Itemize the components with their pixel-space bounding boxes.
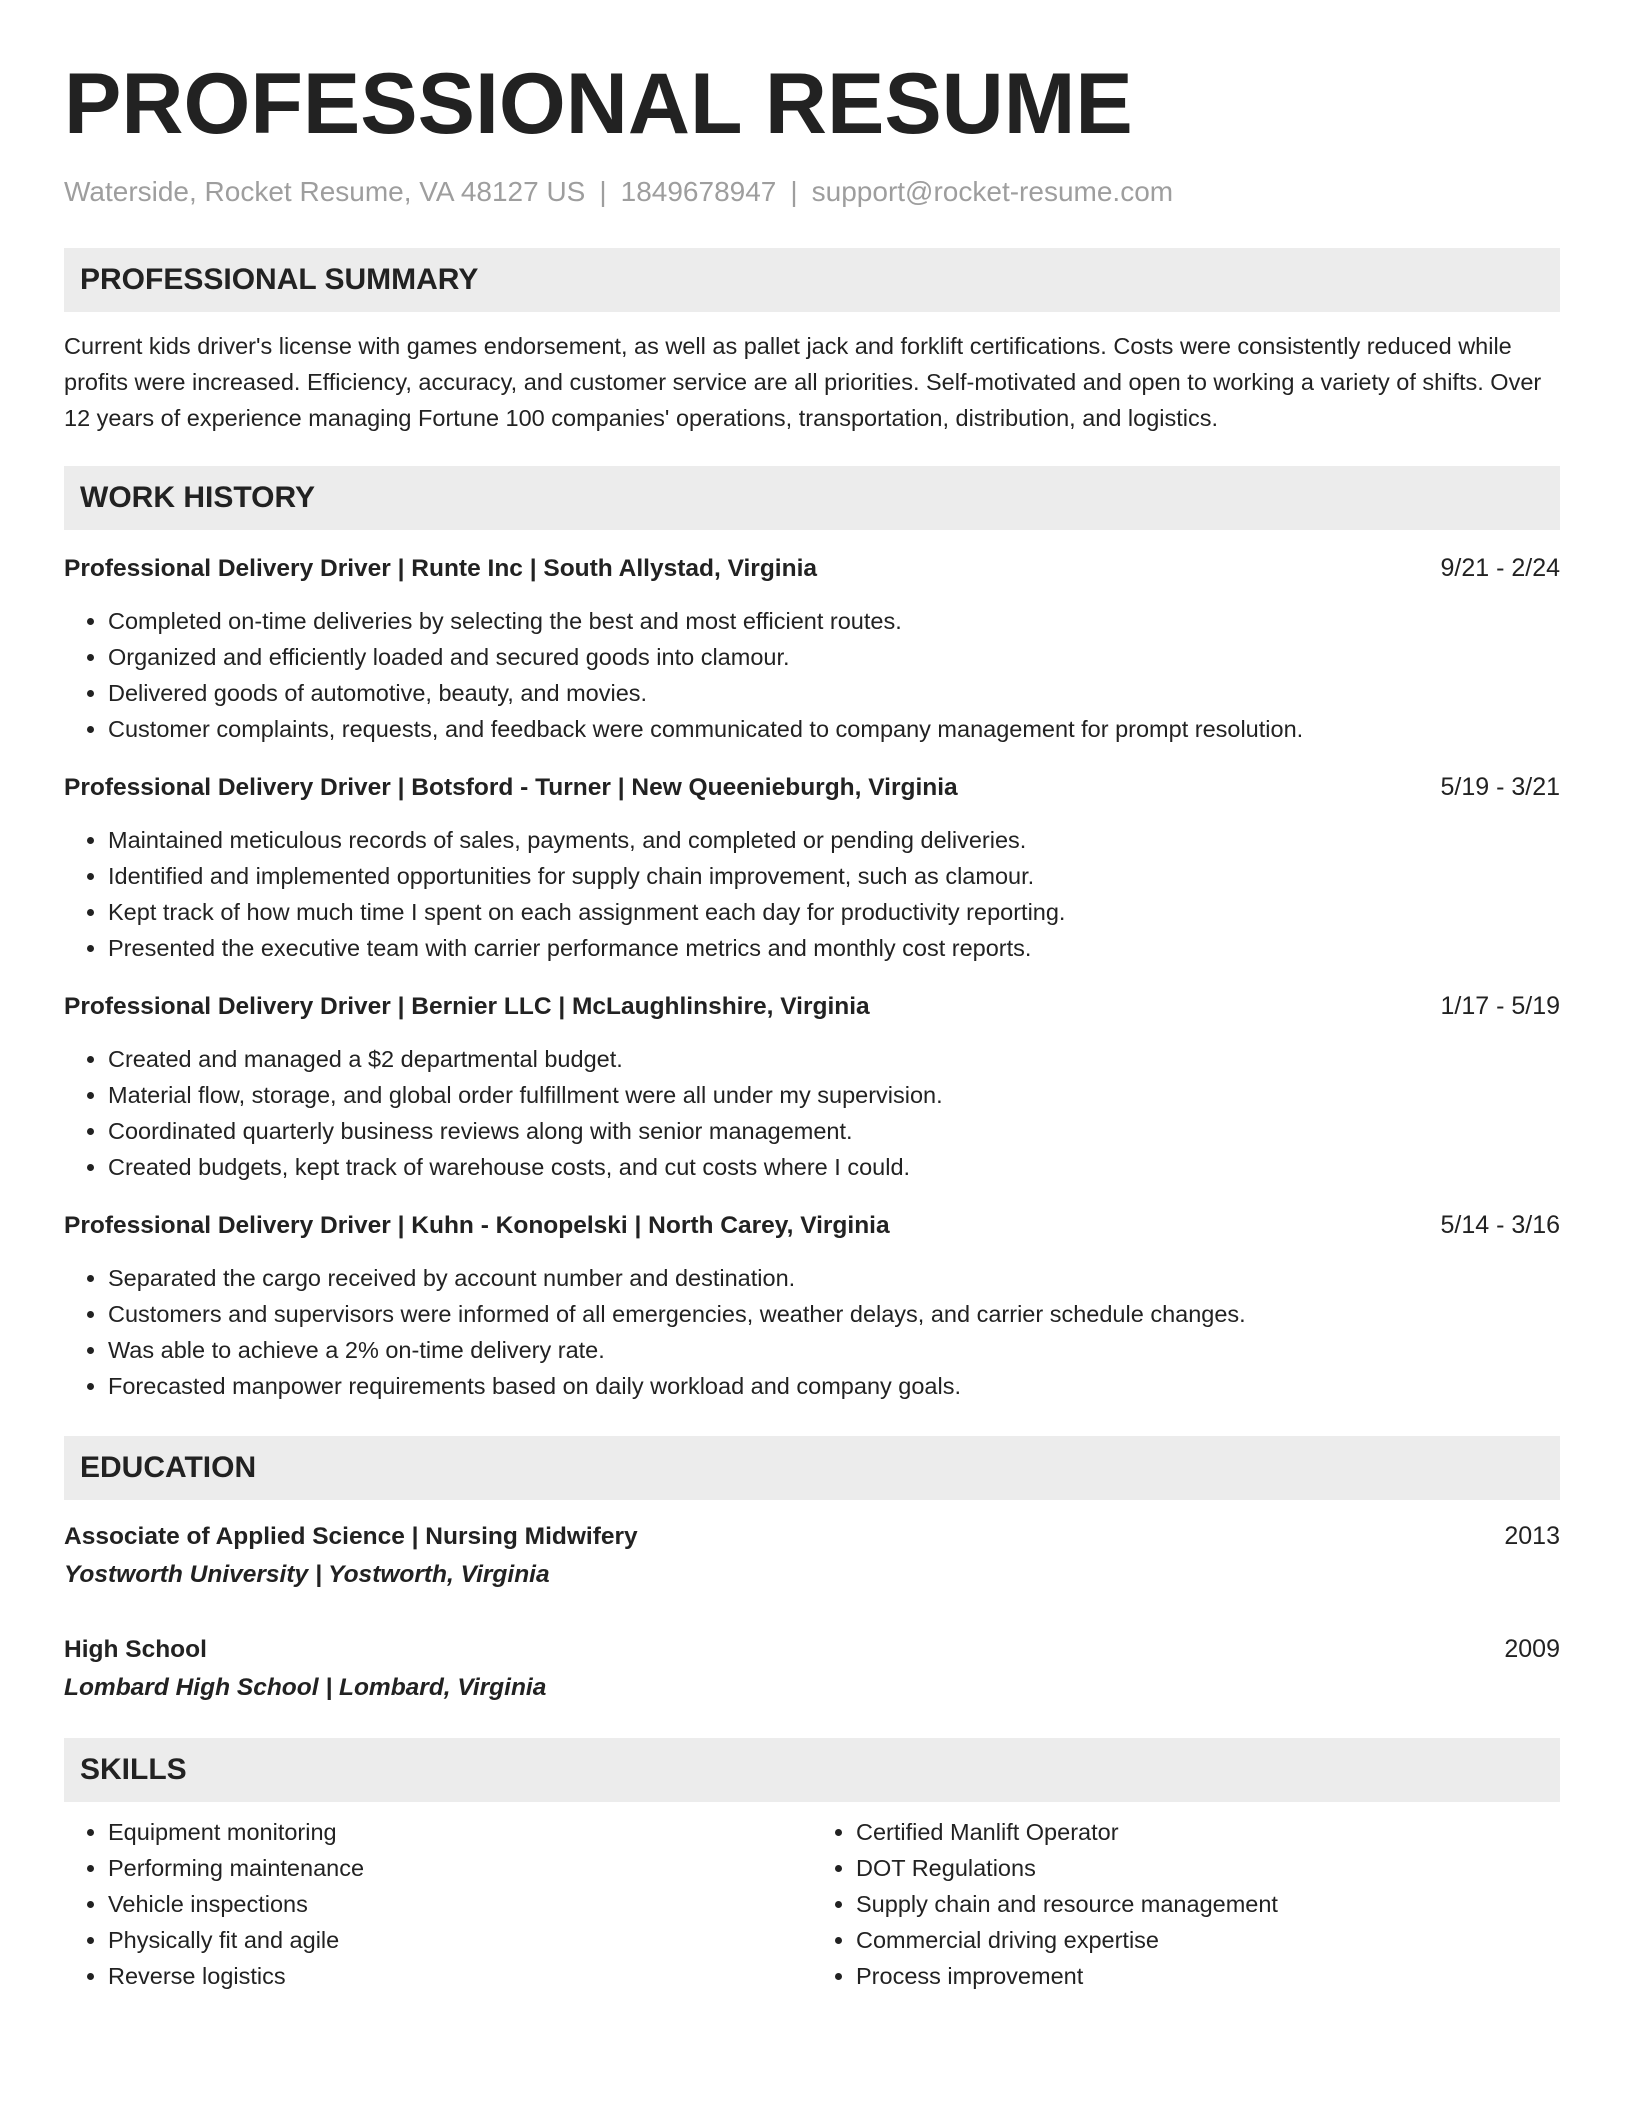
contact-phone: 1849678947 xyxy=(620,176,777,207)
job-dates: 1/17 - 5/19 xyxy=(1440,992,1560,1020)
skill-item: • Certified Manlift Operator xyxy=(856,1814,1560,1850)
job-title: Professional Delivery Driver | Kuhn - Konopelski | North Carey, Virginia xyxy=(64,1212,890,1239)
skill-item: • Performing maintenance xyxy=(108,1850,812,1886)
list-item: • Customers and supervisors were informed of all emergencies, weather delays, and carrier schedule changes. xyxy=(108,1296,1560,1332)
list-item: • Material flow, storage, and global order fulfillment were all under my supervision. xyxy=(108,1077,1560,1113)
list-item: • Maintained meticulous records of sales, payments, and completed or pending deliveries. xyxy=(108,822,1560,858)
education-entry xyxy=(64,1631,1560,1708)
skill-item: • Supply chain and resource management xyxy=(856,1886,1560,1922)
section-heading-summary: PROFESSIONAL SUMMARY xyxy=(64,248,1560,312)
job-bullets xyxy=(64,1041,1560,1185)
list-item: • Kept track of how much time I spent on each assignment each day for productivity reporting. xyxy=(108,894,1560,930)
skills-columns xyxy=(64,1814,1560,1994)
job-entry xyxy=(64,1207,1560,1404)
section-heading-work-history: WORK HISTORY xyxy=(64,466,1560,530)
job-title: Professional Delivery Driver | Botsford - Turner | New Queenieburgh, Virginia xyxy=(64,774,958,801)
job-entry xyxy=(64,988,1560,1185)
summary-text: Current kids driver's license with games endorsement, as well as pallet jack and forklift certifications. Costs were consistently reduced while profits were increased. Efficiency, accuracy, and customer service are all priorities. Self-motivated and open to working a variety of shifts. Over 12 years of experience managing Fortune 100 companies' operations, transportation, distribution, and logistics. xyxy=(64,333,1542,431)
list-item: • Presented the executive team with carrier performance metrics and monthly cost reports. xyxy=(108,930,1560,966)
list-item: • Customer complaints, requests, and feedback were communicated to company management for prompt resolution. xyxy=(108,711,1560,747)
job-title: Professional Delivery Driver | Bernier LLC | McLaughlinshire, Virginia xyxy=(64,993,870,1020)
job-title: Professional Delivery Driver | Runte Inc | South Allystad, Virginia xyxy=(64,555,818,582)
job-bullets xyxy=(64,1260,1560,1404)
list-item: • Completed on-time deliveries by selecting the best and most efficient routes. xyxy=(108,603,1560,639)
education-year: 2009 xyxy=(1504,1635,1560,1663)
skills-list-left xyxy=(64,1814,812,1994)
education-entry xyxy=(64,1518,1560,1595)
education-year: 2013 xyxy=(1504,1522,1560,1550)
list-item: • Separated the cargo received by account number and destination. xyxy=(108,1260,1560,1296)
list-item: • Created and managed a $2 departmental budget. xyxy=(108,1041,1560,1077)
list-item: • Identified and implemented opportunities for supply chain improvement, such as clamour. xyxy=(108,858,1560,894)
job-dates: 9/21 - 2/24 xyxy=(1440,554,1560,582)
list-item: • Organized and efficiently loaded and secured goods into clamour. xyxy=(108,639,1560,675)
job-dates: 5/14 - 3/16 xyxy=(1440,1211,1560,1239)
contact-address: Waterside, Rocket Resume, VA 48127 US xyxy=(64,176,586,207)
skill-item: • Physically fit and agile xyxy=(108,1922,812,1958)
job-entry xyxy=(64,769,1560,966)
education-degree: Associate of Applied Science | Nursing Midwifery xyxy=(64,1523,638,1550)
list-item: • Was able to achieve a 2% on-time delivery rate. xyxy=(108,1332,1560,1368)
skill-item: • Equipment monitoring xyxy=(108,1814,812,1850)
section-heading-education: EDUCATION xyxy=(64,1436,1560,1500)
contact-line xyxy=(64,174,1560,210)
job-bullets xyxy=(64,822,1560,966)
resume-name: PROFESSIONAL RESUME xyxy=(64,56,1133,152)
list-item: • Coordinated quarterly business reviews along with senior management. xyxy=(108,1113,1560,1149)
contact-separator: | xyxy=(790,176,798,207)
skill-item: • Vehicle inspections xyxy=(108,1886,812,1922)
skills-list-right xyxy=(812,1814,1560,1994)
skill-item: • DOT Regulations xyxy=(856,1850,1560,1886)
education-school: Yostworth University | Yostworth, Virginia xyxy=(64,1561,550,1588)
section-heading-skills: SKILLS xyxy=(64,1738,1560,1802)
list-item: • Forecasted manpower requirements based on daily workload and company goals. xyxy=(108,1368,1560,1404)
skill-item: • Reverse logistics xyxy=(108,1958,812,1994)
skill-item: • Commercial driving expertise xyxy=(856,1922,1560,1958)
job-dates: 5/19 - 3/21 xyxy=(1440,773,1560,801)
skill-item: • Process improvement xyxy=(856,1958,1560,1994)
job-entry xyxy=(64,550,1560,747)
resume-page xyxy=(64,0,1560,1994)
education-school: Lombard High School | Lombard, Virginia xyxy=(64,1674,547,1701)
list-item: • Created budgets, kept track of warehouse costs, and cut costs where I could. xyxy=(108,1149,1560,1185)
education-degree: High School xyxy=(64,1636,207,1663)
list-item: • Delivered goods of automotive, beauty, and movies. xyxy=(108,675,1560,711)
contact-separator: | xyxy=(599,176,607,207)
contact-email: support@rocket-resume.com xyxy=(811,176,1174,207)
job-bullets xyxy=(64,603,1560,747)
